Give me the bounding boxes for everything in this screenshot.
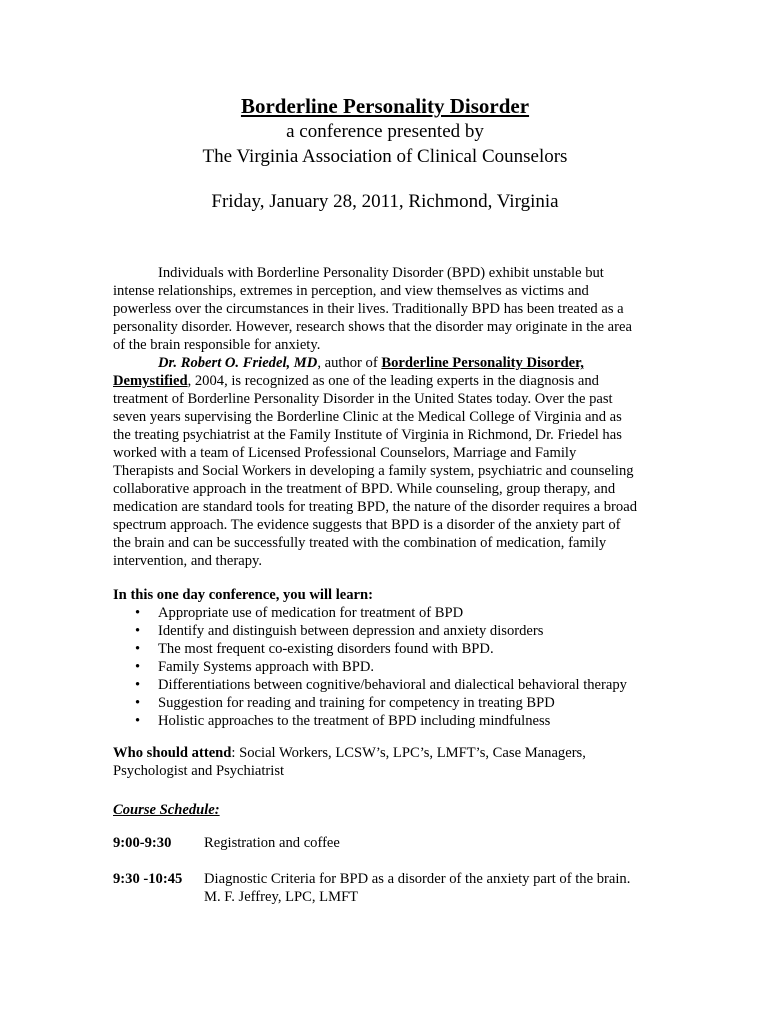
book-title-part2: Demystified <box>113 373 188 389</box>
list-item-text: Suggestion for reading and training for competency in treating BPD <box>158 695 555 711</box>
bullet-icon: • <box>135 605 141 621</box>
friedel-line: collaborative approach in the treatment of BPD. While counseling, group therapy, and <box>113 481 616 497</box>
list-item-text: Family Systems approach with BPD. <box>158 659 375 675</box>
author-name: Dr. Robert O. Friedel, MD <box>158 355 318 371</box>
list-item-text: The most frequent co-existing disorders found with BPD. <box>158 641 494 657</box>
presented-by-line: a conference presented by <box>286 121 484 142</box>
list-item-text: Appropriate use of medication for treatment of BPD <box>158 605 464 621</box>
friedel-line: intervention, and therapy. <box>113 553 262 569</box>
list-item <box>135 658 673 676</box>
who-should-attend <box>113 744 673 780</box>
attend-label: Who should attend <box>113 745 232 761</box>
schedule-description: Diagnostic Criteria for BPD as a disorder of the anxiety part of the brain. <box>204 871 631 887</box>
schedule-presenter: M. F. Jeffrey, LPC, LMFT <box>204 889 359 905</box>
bullet-icon: • <box>135 623 141 639</box>
book-title-part1: Borderline Personality Disorder, <box>381 355 584 371</box>
learn-section <box>113 586 673 730</box>
intro-line: personality disorder. However, research shows that the disorder may originate in the area <box>113 319 632 335</box>
title-block <box>0 94 770 214</box>
schedule-time: 9:00-9:30 <box>113 835 172 851</box>
learn-list <box>113 604 673 730</box>
list-item-text: Identify and distinguish between depression and anxiety disorders <box>158 623 544 639</box>
list-item-text: Differentiations between cognitive/behavioral and dialectical behavioral therapy <box>158 677 627 693</box>
book-year-text: , 2004, is recognized as one of the leading experts in the diagnosis and <box>187 373 599 389</box>
intro-line: of the brain responsible for anxiety. <box>113 337 321 353</box>
friedel-line: Therapists and Social Workers in developing a family system, psychiatric and counseling <box>113 463 634 479</box>
schedule-time: 9:30 -10:45 <box>113 871 183 887</box>
friedel-paragraph <box>113 354 658 570</box>
list-item <box>135 712 673 730</box>
intro-paragraph <box>113 264 658 354</box>
friedel-second-line <box>113 372 658 390</box>
friedel-line: spectrum approach. The evidence suggests that BPD is a disorder of the anxiety part of <box>113 517 621 533</box>
bullet-icon: • <box>135 641 141 657</box>
bullet-icon: • <box>135 677 141 693</box>
intro-line: Individuals with Borderline Personality Disorder (BPD) exhibit unstable but <box>158 265 604 281</box>
author-connector: , author of <box>317 355 382 371</box>
friedel-line: medication are standard tools for treating BPD, the nature of the disorder requires a broad <box>113 499 637 515</box>
bullet-icon: • <box>135 695 141 711</box>
schedule-heading: Course Schedule: <box>113 802 220 818</box>
list-item <box>135 604 673 622</box>
friedel-line: seven years supervising the Borderline Clinic at the Medical College of Virginia and as <box>113 409 622 425</box>
list-item <box>135 694 673 712</box>
bullet-icon: • <box>135 713 141 729</box>
list-item <box>135 676 673 694</box>
intro-line: powerless over the circumstances in their lives. Traditionally BPD has been treated as a <box>113 301 624 317</box>
friedel-line: worked with a team of Licensed Professional Counselors, Marriage and Family <box>113 445 577 461</box>
bullet-icon: • <box>135 659 141 675</box>
attend-audience: : Social Workers, LCSW’s, LPC’s, LMFT’s, Case Managers, <box>231 745 586 761</box>
attend-line-2: Psychologist and Psychiatrist <box>113 763 285 779</box>
intro-line: intense relationships, extremes in perception, and view themselves as victims and <box>113 283 589 299</box>
friedel-first-line <box>113 354 658 372</box>
friedel-line: the treating psychiatrist at the Family Institute of Virginia in Richmond, Dr. Friedel has <box>113 427 622 443</box>
list-item <box>135 622 673 640</box>
date-location: Friday, January 28, 2011, Richmond, Virginia <box>211 191 559 212</box>
friedel-line: treatment of Borderline Personality Disorder in the United States today. Over the past <box>113 391 613 407</box>
learn-heading: In this one day conference, you will learn: <box>113 587 373 603</box>
attend-line-1 <box>113 744 673 762</box>
friedel-line: the brain and can be successfully treated with the combination of medication, family <box>113 535 607 551</box>
schedule-description: Registration and coffee <box>204 835 340 851</box>
document-title: Borderline Personality Disorder <box>240 94 530 118</box>
organization-name: The Virginia Association of Clinical Counselors <box>202 146 568 167</box>
list-item <box>135 640 673 658</box>
list-item-text: Holistic approaches to the treatment of BPD including mindfulness <box>158 713 551 729</box>
body-text <box>113 264 658 570</box>
